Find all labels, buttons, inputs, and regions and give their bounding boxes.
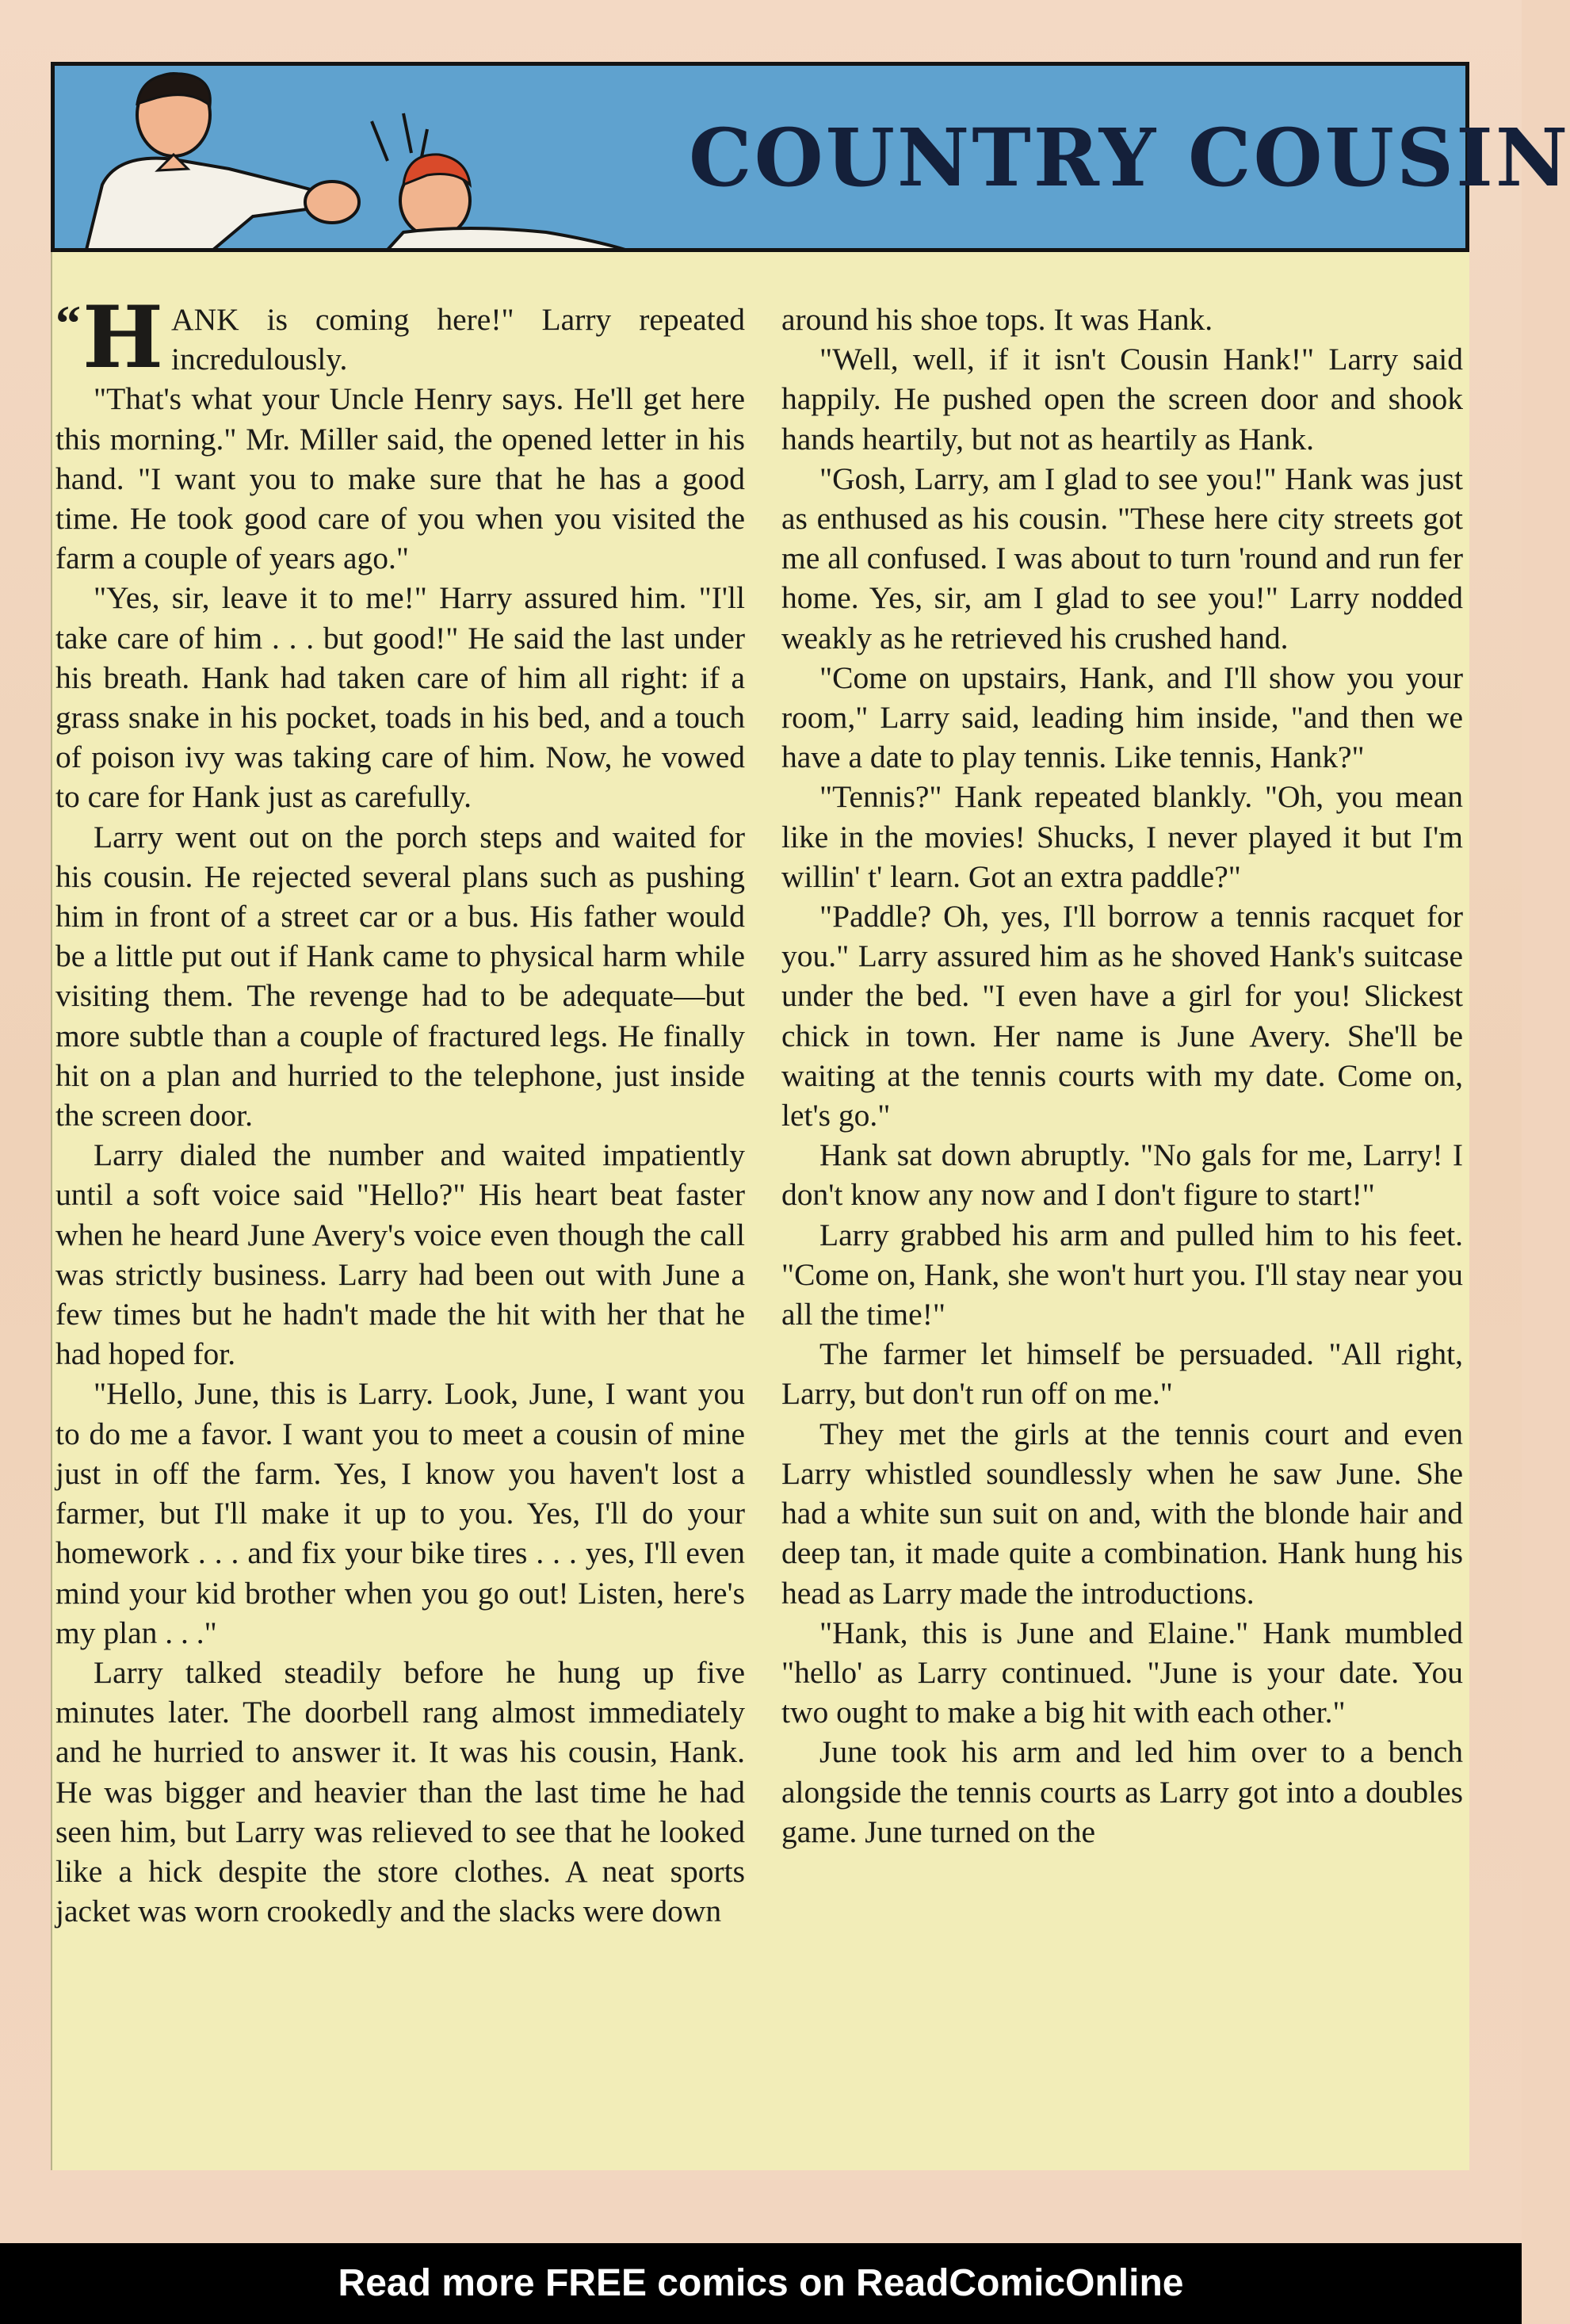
- paragraph: Hank sat down abruptly. "No gals for me, Larry! I don't know any now and I don't figure to start!": [781, 1137, 1463, 1213]
- paragraph: "Paddle? Oh, yes, I'll borrow a tennis racquet for you." Larry assured him as he shoved Hank's suitcase under the bed. "I even have a girl for you! Slickest chick in town. Her name is June Avery. She'll be waiting at the tennis courts with my date. Come on, let's go.": [781, 899, 1463, 1133]
- paragraph: "Come on upstairs, Hank, and I'll show you your room," Larry said, leading him inside, "and then we have a date to play tennis. Like tennis, Hank?": [781, 659, 1463, 775]
- paragraph: "Hank, this is June and Elaine." Hank mumbled "hello' as Larry continued. "June is your date. You two ought to make a big hit with each other.": [781, 1615, 1463, 1730]
- opening-quote: “: [55, 295, 81, 351]
- paragraph-text: ANK is coming here!" Larry repeated incredulously.: [171, 302, 745, 377]
- read-more-banner-link[interactable]: Read more FREE comics on ReadComicOnline: [0, 2243, 1522, 2324]
- paragraph: Larry went out on the porch steps and waited for his cousin. He rejected several plans such as pushing him in front of a street car or a bus. His father would be a little put out if Hank came to physical harm while visiting them. The revenge had to be adequate—but more subtle than a couple of fractured legs. He finally hit on a plan and hurried to the telephone, just inside the screen door.: [55, 819, 745, 1133]
- paragraph: "Hello, June, this is Larry. Look, June, I want you to do me a favor. I want you to meet a cousin of mine just in off the farm. Yes, I know you haven't lost a farmer, but I'll make it up to you. Yes, I'll do your homework . . . and fix your bike tires . . . yes, I'll even mind your kid brother when you go out! Listen, here's my plan . . .": [55, 1376, 745, 1650]
- paragraph: Larry grabbed his arm and pulled him to his feet. "Come on, Hank, she won't hurt you. I'll stay near you all the time!": [781, 1217, 1463, 1332]
- story-text-panel: [51, 252, 1469, 2170]
- title-banner: [51, 62, 1570, 252]
- paragraph: "Yes, sir, leave it to me!" Harry assured him. "I'll take care of him . . . but good!" He said the last under his breath. Hank had taken care of him all right: if a grass snake in his pocket, toads in his bed, and a touch of poison ivy was taking care of him. Now, he vowed to care for Hank just as carefully.: [55, 580, 745, 815]
- paragraph: Larry talked steadily before he hung up five minutes later. The doorbell rang almost immediately and he hurried to answer it. It was his cousin, Hank. He was bigger and heavier than the last time he had seen him, but Larry was relieved to see that he looked like a hick despite the store clothes. A neat sports jacket was worn crookedly and the slacks were down: [55, 1654, 745, 1929]
- two-boys-punch-illustration: [55, 66, 673, 250]
- story-title: COUNTRY COUSIN: [689, 111, 1570, 204]
- paragraph: around his shoe tops. It was Hank.: [781, 302, 1213, 337]
- paragraph: "Gosh, Larry, am I glad to see you!" Hank was just as enthused as his cousin. "These here city streets got me all confused. I was about to turn 'round and run fer home. Yes, sir, am I glad to see you!" Larry nodded weakly as he retrieved his crushed hand.: [781, 461, 1463, 656]
- paragraph: They met the girls at the tennis court and even Larry whistled soundlessly when he saw June. She had a white sun suit on and, with the blonde hair and deep tan, it made quite a combination. Hank hung his head as Larry made the introductions.: [781, 1416, 1463, 1611]
- paragraph: "Tennis?" Hank repeated blankly. "Oh, you mean like in the movies! Shucks, I never played it but I'm willin' t' learn. Got an extra paddle?": [781, 779, 1463, 894]
- drop-cap: H: [82, 288, 164, 388]
- right-column: [781, 300, 1463, 1852]
- paragraph: "Well, well, if it isn't Cousin Hank!" Larry said happily. He pushed open the screen door and shook hands heartily, but not as heartily as Hank.: [781, 342, 1463, 457]
- left-column: [52, 288, 745, 1931]
- paragraph: The farmer let himself be persuaded. "All right, Larry, but don't run off on me.": [781, 1336, 1463, 1412]
- paragraph: "That's what your Uncle Henry says. He'll get here this morning." Mr. Miller said, the opened letter in his hand. "I want you to make sure that he has a good time. He took good care of you when you visited the farm a couple of years ago.": [55, 381, 745, 576]
- paragraph: June took his arm and led him over to a bench alongside the tennis courts as Larry got into a doubles game. June turned on the: [781, 1734, 1463, 1849]
- paragraph: Larry dialed the number and waited impatiently until a soft voice said "Hello?" His heart beat faster when he heard June Avery's voice even though the call was strictly business. Larry had been out with June a few times but he hadn't made the hit with her that he had hoped for.: [55, 1137, 745, 1372]
- paragraph: [55, 288, 745, 388]
